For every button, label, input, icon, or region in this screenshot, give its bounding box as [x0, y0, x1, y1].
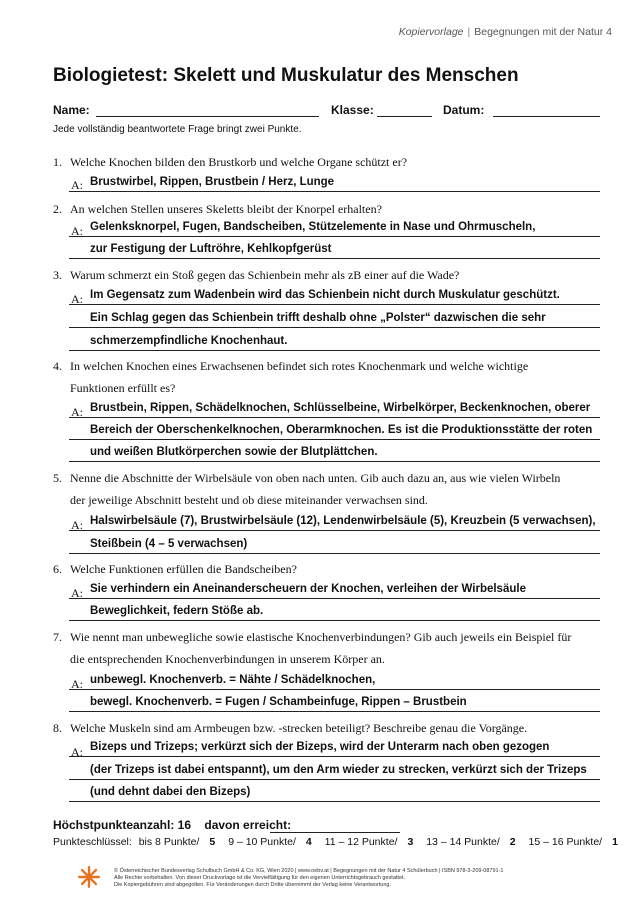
question-text: Nenne die Abschnitte der Wirbelsäule von oben nach unten. Gib auch dazu an, aus wie vielen Wirbeln	[70, 471, 561, 485]
question-number: 4.	[53, 359, 62, 373]
scale-item: bis 8 Punkte/ 5	[138, 836, 216, 848]
question-number: 1.	[53, 155, 62, 169]
footer-line: Die Kopiergebühren sind abgegolten. Für Veränderungen durch Dritte übernimmt der Verlag keine Verantwortung.	[114, 882, 392, 888]
answer-label: A:	[71, 292, 83, 306]
answer-line-text: Bereich der Oberschenkelknochen, Oberarmknochen. Es ist die Produktionsstätte der roten	[90, 424, 593, 436]
datum-field[interactable]	[493, 116, 600, 117]
grading-scale	[53, 836, 628, 848]
question-number: 3.	[53, 268, 62, 282]
question-number: 6.	[53, 562, 62, 576]
answer-label: A:	[71, 224, 83, 238]
answer-line[interactable]	[69, 779, 600, 780]
answer-line-text: Gelenksknorpel, Fugen, Bandscheiben, Stützelemente in Nase und Ohrmuscheln,	[90, 221, 536, 233]
question-text: Wie nennt man unbewegliche sowie elastische Knochenverbindungen? Gib auch jeweils ein Beispiel für	[70, 630, 572, 644]
answer-line[interactable]	[69, 553, 600, 554]
page-title: Biologietest: Skelett und Muskulatur des Menschen	[53, 65, 519, 86]
answer-line[interactable]	[69, 689, 600, 690]
answer-line-text: bewegl. Knochenverb. = Fugen / Schambeinfuge, Rippen – Brustbein	[90, 696, 467, 708]
achieved-label: davon erreicht:	[204, 818, 292, 832]
answer-line[interactable]	[69, 620, 600, 621]
question-text: Funktionen erfüllt es?	[70, 381, 176, 395]
score-summary	[53, 818, 291, 832]
answer-line[interactable]	[69, 236, 600, 237]
answer-line-text: unbewegl. Knochenverb. = Nähte / Schädelknochen,	[90, 674, 376, 686]
datum-label: Datum:	[443, 103, 485, 117]
question-text: An welchen Stellen unseres Skeletts bleibt der Knorpel erhalten?	[70, 202, 382, 216]
klasse-label: Klasse:	[331, 103, 374, 117]
question-text: Welche Muskeln sind am Armbeugen bzw. -strecken beteiligt? Beschreibe genau die Vorgänge.	[70, 721, 528, 735]
answer-label: A:	[71, 518, 83, 532]
publisher-logo-icon	[78, 866, 100, 888]
question-text: In welchen Knochen eines Erwachsenen befindet sich rotes Knochenmark und welche wichtige	[70, 359, 529, 373]
question-number: 2.	[53, 202, 62, 216]
answer-line[interactable]	[69, 756, 600, 757]
answer-line-text: (und dehnt dabei den Bizeps)	[90, 786, 251, 798]
scale-label: Punkteschlüssel:	[53, 836, 132, 848]
scale-item: 11 – 12 Punkte/ 3	[324, 836, 414, 848]
max-score-label: Höchstpunkteanzahl: 16	[53, 818, 192, 832]
answer-line-text: Beweglichkeit, federn Stöße ab.	[90, 605, 264, 617]
question-number: 8.	[53, 721, 62, 735]
answer-label: A:	[71, 405, 83, 419]
answer-line[interactable]	[69, 801, 600, 802]
answer-line-text: (der Trizeps ist dabei entspannt), um den Arm wieder zu strecken, verkürzt sich der Trizeps	[90, 764, 587, 776]
question-text: der jeweilige Abschnitt besteht und ob diese miteinander verwachsen sind.	[70, 493, 428, 507]
answer-line[interactable]	[69, 191, 600, 192]
page-header: Kopiervorlage | Begegnungen mit der Natur 4	[398, 26, 612, 38]
scale-item: 9 – 10 Punkte/ 4	[228, 836, 312, 848]
answer-line-text: zur Festigung der Luftröhre, Kehlkopfgerüst	[90, 243, 332, 255]
achieved-score-field[interactable]	[270, 832, 400, 833]
answer-line-text: Ein Schlag gegen das Schienbein trifft deshalb ohne „Polster“ dazwischen die sehr	[90, 312, 546, 324]
answer-label: A:	[71, 178, 83, 192]
answer-line[interactable]	[69, 258, 600, 259]
scale-item: 13 – 14 Punkte/ 2	[426, 836, 516, 848]
answer-line-text: Steißbein (4 – 5 verwachsen)	[90, 538, 248, 550]
question-text: Welche Funktionen erfüllen die Bandscheiben?	[70, 562, 297, 576]
answer-line-text: Bizeps und Trizeps; verkürzt sich der Bizeps, wird der Unterarm nach oben gezogen	[90, 741, 550, 753]
answer-line-text: Brustbein, Rippen, Schädelknochen, Schlüsselbeine, Wirbelkörper, Beckenknochen, oberer	[90, 402, 591, 414]
question-text: die entsprechenden Knochenverbindungen in unserem Körper an.	[70, 652, 385, 666]
answer-line-text: schmerzempfindliche Knochenhaut.	[90, 335, 288, 347]
answer-line[interactable]	[69, 461, 600, 462]
answer-line[interactable]	[69, 598, 600, 599]
answer-line[interactable]	[69, 350, 600, 351]
footer-line: © Österreichischer Bundesverlag Schulbuch GmbH & Co. KG, Wien 2020 | www.oebv.at | Begegnungen mit der Natur 4 Schülerbuch | ISBN 978-3-209-08791-1	[114, 868, 504, 874]
answer-label: A:	[71, 677, 83, 691]
answer-line[interactable]	[69, 304, 600, 305]
header-book: Begegnungen mit der Natur 4	[474, 26, 612, 38]
klasse-field[interactable]	[377, 116, 432, 117]
instruction-note: Jede vollständig beantwortete Frage bringt zwei Punkte.	[53, 124, 302, 135]
answer-line-text: Im Gegensatz zum Wadenbein wird das Schienbein nicht durch Muskulatur geschützt.	[90, 289, 560, 301]
answer-line-text: Halswirbelsäule (7), Brustwirbelsäule (12), Lendenwirbelsäule (5), Kreuzbein (5 verwachsen),	[90, 515, 596, 527]
answer-line[interactable]	[69, 711, 600, 712]
name-field[interactable]	[96, 116, 319, 117]
answer-label: A:	[71, 745, 83, 759]
answer-line[interactable]	[69, 439, 600, 440]
name-label: Name:	[53, 103, 90, 117]
answer-label: A:	[71, 586, 83, 600]
copyright-footer	[114, 868, 503, 889]
answer-line[interactable]	[69, 530, 600, 531]
scale-item: 15 – 16 Punkte/ 1	[528, 836, 618, 848]
answer-line-text: Sie verhindern ein Aneinanderscheuern der Knochen, verleihen der Wirbelsäule	[90, 583, 526, 595]
answer-line-text: Brustwirbel, Rippen, Brustbein / Herz, Lunge	[90, 176, 335, 188]
answer-line[interactable]	[69, 417, 600, 418]
question-number: 5.	[53, 471, 62, 485]
question-text: Warum schmerzt ein Stoß gegen das Schienbein mehr als zB einer auf die Wade?	[70, 268, 460, 282]
question-text: Welche Knochen bilden den Brustkorb und welche Organe schützt er?	[70, 155, 408, 169]
answer-line-text: und weißen Blutkörperchen sowie der Blutplättchen.	[90, 446, 378, 458]
question-number: 7.	[53, 630, 62, 644]
header-tag: Kopiervorlage	[398, 26, 464, 38]
answer-line[interactable]	[69, 327, 600, 328]
footer-line: Alle Rechte vorbehalten. Von dieser Druckvorlage ist die Vervielfältigung für den eigenen Unterrichtsgebrauch gestattet.	[114, 875, 406, 881]
